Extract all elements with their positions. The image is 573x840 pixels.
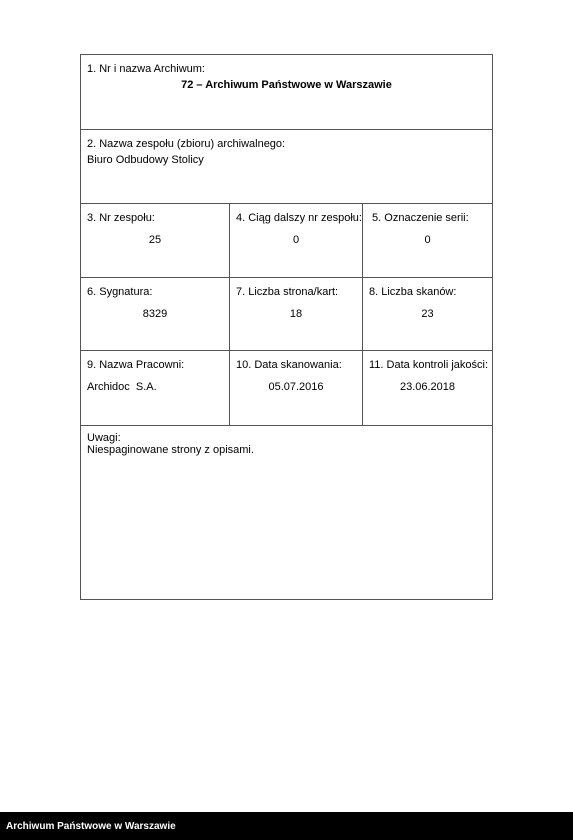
fonds-name-row: [81, 130, 492, 204]
pages-cell: [229, 278, 362, 350]
signature-row: [81, 278, 492, 351]
pages-value: 18: [289, 308, 303, 320]
scans-cell: [362, 278, 492, 350]
fonds-name-value: Biuro Odbudowy Stolicy: [87, 154, 204, 166]
fonds-number-label: 3. Nr zespołu:: [87, 212, 155, 224]
signature-value: 8329: [142, 308, 168, 320]
continuation-value: 0: [292, 234, 300, 246]
notes-cell: [81, 426, 492, 599]
studio-value: Archidoc S.A.: [87, 381, 157, 393]
signature-label: 6. Sygnatura:: [87, 286, 153, 298]
signature-cell: [81, 278, 229, 350]
archive-row: [81, 55, 492, 130]
scan-date-cell: [229, 351, 362, 425]
scan-date-label: 10. Data skanowania:: [236, 359, 342, 371]
pages-label: 7. Liczba strona/kart:: [236, 286, 339, 298]
fonds-number-value: 25: [148, 234, 162, 246]
series-cell: [362, 204, 492, 277]
fonds-number-cell: [81, 204, 229, 277]
footer-archive-name: Archiwum Państwowe w Warszawie: [6, 821, 176, 832]
archive-cell: [81, 55, 492, 129]
notes-label: Uwagi:: [87, 432, 121, 444]
fonds-name-cell: [81, 130, 492, 203]
scanning-row: [81, 351, 492, 426]
continuation-cell: [229, 204, 362, 277]
control-date-cell: [362, 351, 492, 425]
control-date-label: 11. Data kontroli jakości:: [369, 359, 489, 371]
control-date-value: 23.06.2018: [399, 381, 456, 393]
footer-bar: [0, 812, 573, 840]
series-label: 5. Oznaczenie serii:: [369, 212, 469, 224]
continuation-label: 4. Ciąg dalszy nr zespołu:: [236, 212, 362, 224]
series-value: 0: [424, 234, 431, 246]
scans-label: 8. Liczba skanów:: [369, 286, 457, 298]
studio-label: 9. Nazwa Pracowni:: [87, 359, 185, 371]
studio-cell: [81, 351, 229, 425]
notes-value: Niespaginowane strony z opisami.: [87, 444, 254, 456]
archive-value: 72 – Archiwum Państwowe w Warszawie: [181, 79, 392, 91]
fonds-name-label: 2. Nazwa zespołu (zbioru) archiwalnego:: [87, 138, 286, 150]
scan-date-value: 05.07.2016: [268, 381, 324, 393]
fonds-number-row: [81, 204, 492, 278]
archive-label: 1. Nr i nazwa Archiwum:: [87, 63, 205, 75]
notes-row: [81, 426, 492, 599]
metadata-form: [80, 54, 493, 600]
scans-value: 23: [421, 308, 434, 320]
